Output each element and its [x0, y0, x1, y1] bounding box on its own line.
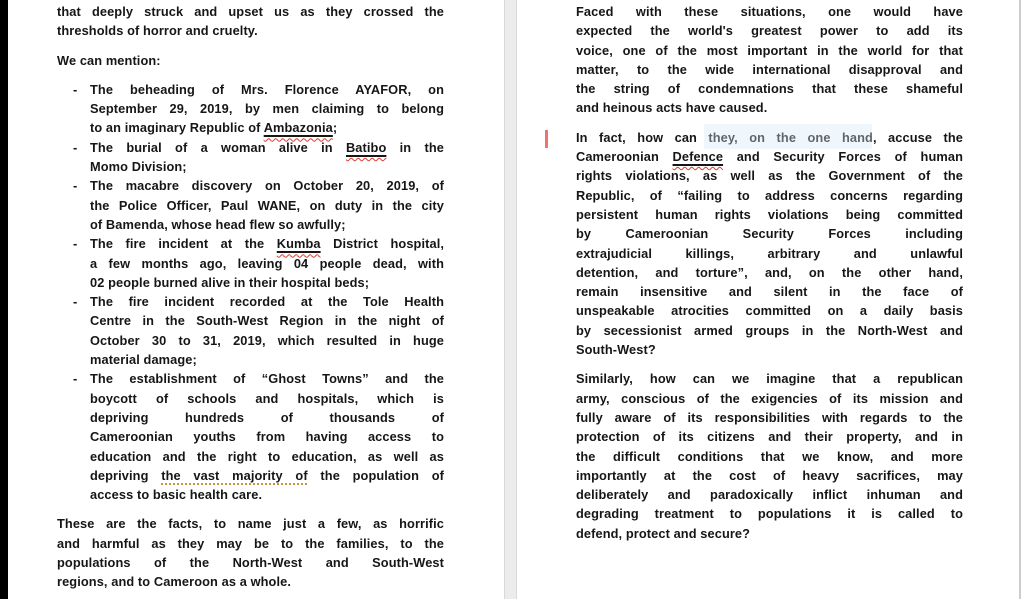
text-line — [576, 244, 963, 263]
text-line — [576, 79, 963, 98]
text-line — [90, 80, 444, 99]
text-run: access to basic health care. — [90, 487, 263, 503]
text-run: The macabre discovery on October 20, 2019, of — [90, 178, 444, 194]
text-line — [90, 254, 444, 273]
text-run: South-West? — [576, 342, 656, 358]
page-left-text — [57, 2, 444, 599]
window-edge-bar — [0, 0, 8, 599]
page-gutter — [504, 0, 517, 599]
text-run: defend, protect and secure? — [576, 525, 751, 541]
text-run: Similarly, how can we imagine that a republican — [576, 371, 963, 387]
text-line — [576, 2, 963, 21]
text-run: Republic, of “failing to address concerns regarding — [576, 187, 963, 203]
text-line — [90, 176, 444, 195]
text-line — [576, 263, 963, 282]
underlined-text: Batibo — [345, 139, 387, 155]
text-run: and heinous acts have caused. — [576, 100, 768, 116]
text-line — [90, 311, 444, 330]
misspelled-word — [277, 236, 321, 251]
text-line — [576, 41, 963, 60]
text-line — [576, 340, 963, 359]
page-right — [517, 0, 1019, 599]
misspelled-word — [673, 149, 724, 164]
text-run: army, conscious of the exigencies of its mission and — [576, 390, 963, 406]
page-right-text — [576, 2, 963, 553]
grammar-flagged-text: the vast majority of — [161, 467, 308, 483]
text-run: the population of — [307, 467, 444, 483]
text-run: matter, to the wide international disapproval and — [576, 61, 963, 77]
text-line — [576, 524, 963, 543]
text-run: and harmful as they may be to the families, to the — [57, 535, 444, 551]
bullet-dash: - — [73, 236, 78, 252]
text-line — [90, 273, 444, 292]
paragraph — [57, 514, 444, 591]
text-line — [90, 215, 444, 234]
underlined-text: Defence — [672, 149, 724, 165]
text-line — [57, 514, 444, 533]
text-run: expected the world's greatest power to add its — [576, 23, 963, 39]
text-line — [90, 485, 444, 504]
text-run: extrajudicial killings, arbitrary and unlawful — [576, 245, 963, 261]
text-line — [90, 234, 444, 253]
underlined-text: Ambazonia — [263, 120, 333, 136]
text-run: material damage; — [90, 352, 197, 368]
text-run: unspeakable atrocities committed on a daily basis — [576, 303, 963, 319]
text-run: Cameroonian youths from having access to — [90, 429, 444, 445]
list-item-text — [90, 369, 444, 504]
text-run: to an imaginary Republic of — [90, 120, 264, 136]
text-run: the difficult conditions that we know, and more — [576, 448, 963, 464]
list-item-text — [90, 234, 444, 292]
bullet-dash: - — [73, 139, 78, 155]
text-run: deliberately and paradoxically inflict inhuman and — [576, 487, 963, 503]
text-line — [576, 98, 963, 117]
text-line — [90, 350, 444, 369]
text-line — [90, 99, 444, 118]
text-line — [576, 282, 963, 301]
text-line — [57, 534, 444, 553]
text-line — [90, 157, 444, 176]
text-run: Faced with these situations, one would have — [576, 4, 963, 19]
text-line — [576, 128, 963, 147]
text-run: Momo Division; — [90, 159, 187, 175]
text-line — [576, 427, 963, 446]
list-item-text — [90, 292, 444, 369]
text-run: and Security Forces of human — [723, 149, 964, 165]
text-run: In fact, how can they, on the one hand, accuse the — [576, 129, 963, 145]
text-line — [57, 21, 444, 40]
text-line — [57, 51, 444, 70]
tracked-change-bar — [545, 130, 548, 148]
text-run: depriving hundreds of thousands of — [90, 409, 444, 425]
misspelled-word — [346, 140, 386, 155]
text-run: These are the facts, to name just a few, as horrific — [57, 516, 444, 532]
text-run: regions, and to Cameroon as a whole. — [57, 574, 291, 590]
text-line — [576, 408, 963, 427]
text-run: persistent human rights violations being committed — [576, 206, 963, 222]
text-line — [90, 369, 444, 388]
list-item — [57, 369, 444, 504]
list-item-text — [90, 176, 444, 234]
list-item — [57, 292, 444, 369]
text-run: Cameroonian — [576, 149, 673, 165]
paragraph — [576, 128, 963, 360]
text-line — [90, 138, 444, 157]
text-line — [576, 186, 963, 205]
text-run: September 29, 2019, by men claiming to belong — [90, 101, 444, 117]
page-left — [8, 0, 504, 599]
text-run: by secessionist armed groups in the North-West and — [576, 322, 963, 338]
text-run: depriving — [90, 467, 162, 483]
text-line — [576, 147, 963, 166]
text-run: populations of the North-West and South-West — [57, 555, 444, 571]
text-run: The burial of a woman alive in — [90, 139, 346, 155]
text-line — [90, 196, 444, 215]
bullet-dash: - — [73, 178, 78, 194]
text-run: of Bamenda, whose head flew so awfully; — [90, 216, 346, 232]
text-run: The establishment of “Ghost Towns” and the — [90, 371, 444, 387]
text-run: We can mention: — [57, 52, 161, 68]
text-run: importantly at the cost of heavy sacrifices, may — [576, 467, 963, 483]
text-line — [576, 21, 963, 40]
bullet-dash: - — [73, 294, 78, 310]
text-run: Centre in the South-West Region in the night of — [90, 313, 444, 329]
text-run: 02 people burned alive in their hospital beds; — [90, 274, 370, 290]
text-run: education and the right to education, as well as — [90, 448, 444, 464]
text-line — [576, 301, 963, 320]
page-right-edge-line — [1019, 0, 1021, 599]
underlined-text: Kumba — [276, 236, 321, 252]
text-run: ; — [332, 120, 338, 136]
text-run: voice, one of the most important in the world for that — [576, 42, 963, 58]
text-line — [57, 553, 444, 572]
text-run: rights violations, as well as the Government of the — [576, 168, 963, 184]
text-run: thresholds of horror and cruelty. — [57, 23, 258, 39]
text-line — [576, 369, 963, 388]
list-item — [57, 138, 444, 177]
text-line — [90, 466, 444, 485]
text-run: remain insensitive and silent in the face of — [576, 284, 963, 300]
text-run: protection of its citizens and their property, and in — [576, 429, 963, 445]
paragraph — [57, 2, 444, 41]
text-line — [90, 331, 444, 350]
list-item — [57, 234, 444, 292]
list-item — [57, 80, 444, 138]
text-line — [576, 466, 963, 485]
text-line — [576, 485, 963, 504]
list-item-text — [90, 80, 444, 138]
text-run: in the — [386, 139, 444, 155]
text-line — [90, 408, 444, 427]
bullet-dash: - — [73, 81, 78, 97]
text-line — [90, 389, 444, 408]
text-run: that deeply struck and upset us as they crossed the — [57, 4, 444, 19]
paragraph — [57, 51, 444, 70]
text-run: The fire incident at the — [90, 236, 277, 252]
paragraph — [576, 369, 963, 543]
text-run: The beheading of Mrs. Florence AYAFOR, on — [90, 81, 444, 97]
text-run: the Police Officer, Paul WANE, on duty in the city — [90, 197, 444, 213]
text-run: by Cameroonian Security Forces including — [576, 226, 963, 242]
text-run: the string of condemnations that these shameful — [576, 81, 963, 97]
text-line — [90, 292, 444, 311]
text-line — [90, 447, 444, 466]
text-line — [576, 504, 963, 523]
text-line — [576, 389, 963, 408]
text-run: The fire incident recorded at the Tole Health — [90, 294, 444, 310]
bullet-dash: - — [73, 371, 78, 387]
text-run: a few months ago, leaving 04 people dead, with — [90, 255, 444, 271]
list-item — [57, 176, 444, 234]
text-run: fully aware of its responsibilities with regards to the — [576, 409, 963, 425]
text-line — [576, 447, 963, 466]
list-item-text — [90, 138, 444, 177]
text-run: October 30 to 31, 2019, which resulted in huge — [90, 332, 444, 348]
misspelled-word — [264, 120, 333, 135]
text-line — [576, 321, 963, 340]
text-line — [576, 60, 963, 79]
text-run: boycott of schools and hospitals, which is — [90, 390, 444, 406]
text-run: District hospital, — [320, 236, 445, 252]
text-run: detention, and torture”, and, on the other hand, — [576, 264, 963, 280]
text-line — [576, 166, 963, 185]
text-run: degrading treatment to populations it is called to — [576, 506, 963, 522]
text-line — [576, 224, 963, 243]
text-line — [576, 205, 963, 224]
text-line — [90, 427, 444, 446]
paragraph — [576, 2, 963, 118]
bullet-list — [57, 80, 444, 505]
text-line — [57, 2, 444, 21]
text-line — [90, 118, 444, 137]
text-line — [57, 572, 444, 591]
